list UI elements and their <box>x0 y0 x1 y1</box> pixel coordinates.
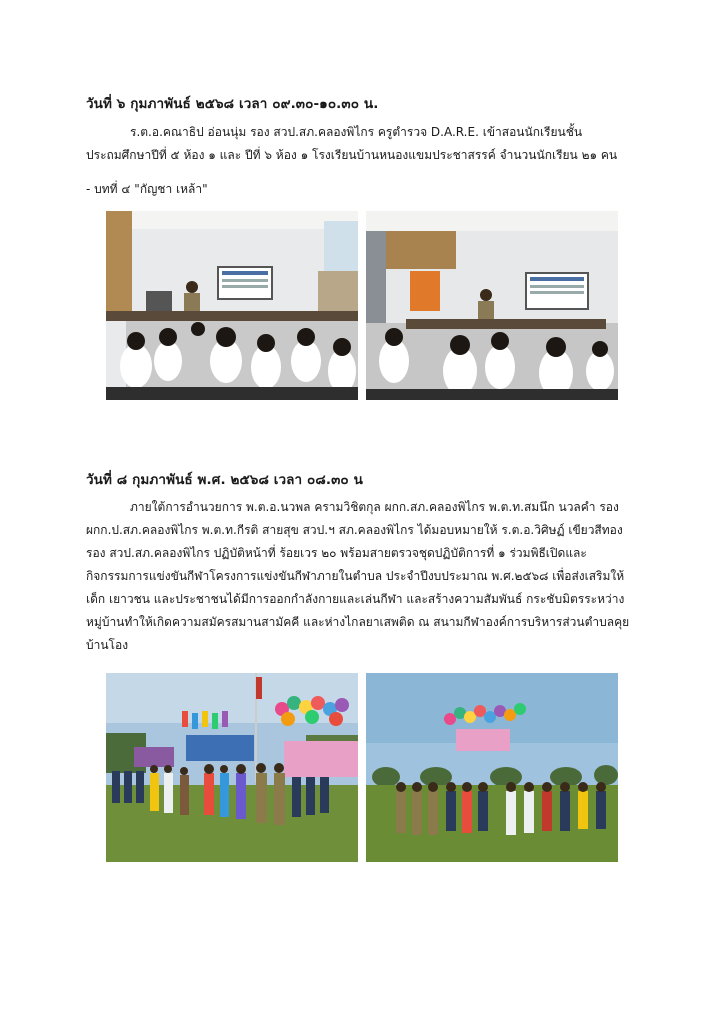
section1-heading: วันที่ ๖ กุมภาพันธ์ ๒๕๖๘ เวลา ๐๙.๓๐-๑๐.๓๐ น. <box>86 96 379 112</box>
classroom-photo-2 <box>366 211 618 400</box>
classroom-photo-1 <box>106 211 358 400</box>
section2-line-4: กิจกรรมการแข่งขันกีฬาโครงการแข่งขันกีฬาภายในตำบล ประจำปีงบประมาณ พ.ศ.๒๕๖๘ เพื่อส่งเสริมให้ <box>86 569 625 583</box>
section2-line-3: รอง สวป.สภ.คลองพิไกร ปฏิบัติหน้าที่ ร้อยเวร ๒๐ พร้อมสายตรวจชุดปฏิบัติการที่ ๑ ร่วมพิธีเปิดและ <box>86 546 587 560</box>
section2-paragraph <box>86 496 646 657</box>
section2-heading: วันที่ ๘ กุมภาพันธ์ พ.ศ. ๒๕๖๘ เวลา ๐๘.๓๐ น <box>86 472 363 488</box>
section2-line-6: หมู่บ้านทำให้เกิดความสมัครสมานสามัคคี และห่างไกลยาเสพติด ณ สนามกีฬาองค์การบริหารส่วนตำบลคุย <box>86 615 630 629</box>
sports-ceremony-photo-2 <box>366 673 618 862</box>
section2-line-7: บ้านโอง <box>86 638 129 652</box>
section1-line-2: ประถมศึกษาปีที่ ๕ ห้อง ๑ และ ปีที่ ๖ ห้อง ๑ โรงเรียนบ้านหนองแขมประชาสรรค์ จำนวนนักเรียน ๒๑ คน <box>86 148 618 162</box>
section2-line-1: ภายใต้การอำนวยการ พ.ต.อ.นวพล ครามวิชิตกุล ผกก.สภ.คลองพิไกร พ.ต.ท.สมนึก นวลคำ รอง <box>130 500 619 514</box>
section1-bullet: - บทที่ ๔ "กัญชา เหล้า" <box>86 182 208 196</box>
sports-ceremony-photo-1 <box>106 673 358 862</box>
section1-line-1: ร.ต.อ.คณาธิป อ่อนนุ่ม รอง สวป.สภ.คลองพิไกร ครูตำรวจ D.A.R.E. เข้าสอนนักเรียนชั้น <box>130 125 583 139</box>
section2-line-5: เด็ก เยาวชน และประชาชนได้มีการออกกำลังกายและเล่นกีฬา และสร้างความสัมพันธ์ กระชับมิตรระหว่าง <box>86 592 625 606</box>
section2-line-2: ผกก.ป.สภ.คลองพิไกร พ.ต.ท.กีรติ สายสุข สวป.ฯ สภ.คลองพิไกร ได้มอบหมายให้ ร.ต.อ.วิศิษฏ์ เขียวสีทอง <box>86 523 623 537</box>
section1-paragraph <box>86 121 646 167</box>
